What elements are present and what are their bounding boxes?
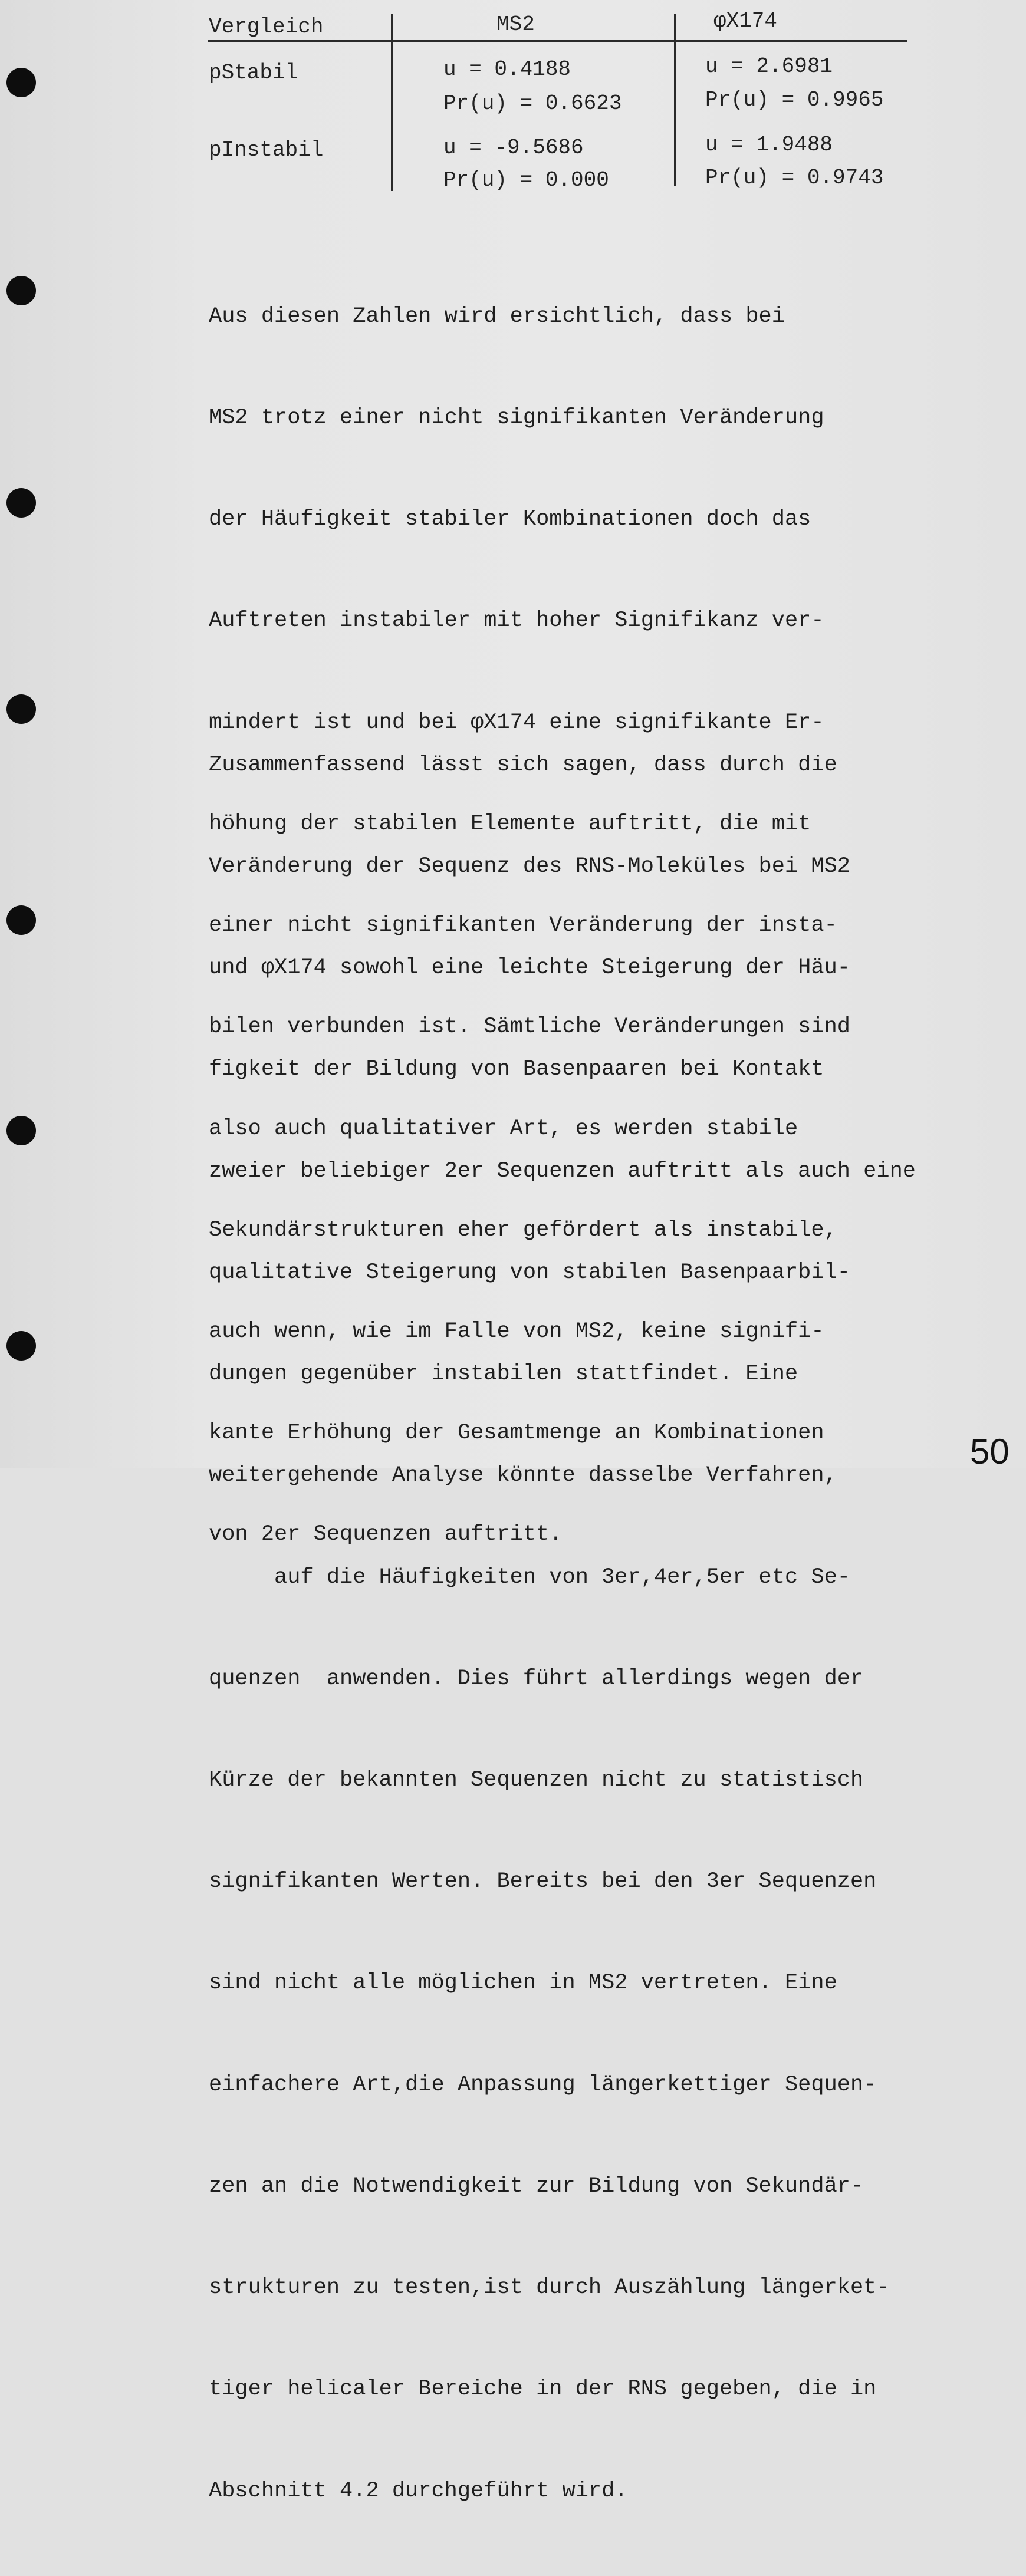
phix-pr-pstabil: Pr(u) = 0.9965 [705,88,884,112]
ms2-pr-pinstabil: Pr(u) = 0.000 [443,168,609,192]
header-phix174: φX174 [713,9,778,33]
comparison-table [0,0,1026,200]
text-line: Aus diesen Zahlen wird ersichtlich, dass bei [209,304,785,329]
ms2-u-pinstabil: u = -9.5686 [443,136,584,160]
ms2-pr-pstabil: Pr(u) = 0.6623 [443,91,622,116]
text-line: signifikanten Werten. Bereits bei den 3er Sequenzen [209,1869,877,1895]
text-line: Auftreten instabiler mit hoher Signifikanz ver- [209,608,824,634]
text-line: also auch qualitativer Art, es werden stabile [209,1116,798,1141]
phix-u-pinstabil: u = 1.9488 [705,133,833,157]
text-line: Abschnitt 4.2 durchgeführt wird. [209,2478,628,2503]
header-vergleich: Vergleich [209,15,324,39]
ms2-u-pstabil: u = 0.4188 [443,57,571,81]
punch-hole [6,905,36,935]
text-line: zen an die Notwendigkeit zur Bildung von Sekundär- [209,2173,864,2199]
table-column-rule [391,14,393,191]
punch-hole [6,1331,36,1361]
text-line: MS2 trotz einer nicht signifikanten Veränderung [209,406,824,431]
punch-hole [6,488,36,518]
text-line: tiger helicaler Bereiche in der RNS gegeben, die in [209,2377,877,2402]
text-line: strukturen zu testen,ist durch Auszählung längerket- [209,2275,890,2301]
text-line: der Häufigkeit stabiler Kombinationen doch das [209,507,811,532]
text-line: weitergehende Analyse könnte dasselbe Verfahren, [209,1463,837,1488]
punch-hole [6,694,36,724]
paragraph-2 [209,681,952,2576]
text-line: und φX174 sowohl eine leichte Steigerung der Häu- [209,956,850,981]
table-column-rule [674,14,676,186]
text-line: einfachere Art,die Anpassung längerkettiger Sequen- [209,2072,877,2097]
punch-hole [6,276,36,305]
text-line: Zusammenfassend lässt sich sagen, dass durch die [209,752,837,778]
row-label-pstabil: pStabil [209,61,298,85]
text-line: Kürze der bekannten Sequenzen nicht zu statistisch [209,1768,864,1793]
text-line: Veränderung der Sequenz des RNS-Moleküles bei MS2 [209,854,850,879]
text-line: auch wenn, wie im Falle von MS2, keine signifi- [209,1319,824,1344]
punch-hole [6,1116,36,1145]
text-line: kante Erhöhung der Gesamtmenge an Kombinationen [209,1421,824,1446]
text-line: einer nicht signifikanten Veränderung der insta- [209,913,837,938]
text-line: dungen gegenüber instabilen stattfindet. Eine [209,1362,798,1387]
text-line: bilen verbunden ist. Sämtliche Veränderungen sind [209,1014,850,1040]
text-line: höhung der stabilen Elemente auftritt, die mit [209,811,811,836]
row-label-pinstabil: pInstabil [209,138,324,162]
phix-pr-pinstabil: Pr(u) = 0.9743 [705,166,884,190]
text-line: zweier beliebiger 2er Sequenzen auftritt als auch eine [209,1158,916,1184]
text-line: qualitative Steigerung von stabilen Basenpaarbil- [209,1260,850,1285]
text-line: auf die Häufigkeiten von 3er,4er,5er etc Se- [209,1564,850,1590]
text-line: von 2er Sequenzen auftritt. [209,1522,563,1547]
text-line: quenzen anwenden. Dies führt allerdings wegen der [209,1666,864,1691]
table-header-rule [208,40,907,42]
text-line: sind nicht alle möglichen in MS2 vertreten. Eine [209,1971,837,1996]
header-ms2: MS2 [496,12,535,37]
text-line: figkeit der Bildung von Basenpaaren bei Kontakt [209,1057,824,1082]
page-number: 50 [970,1432,1009,1471]
text-line: Sekundärstrukturen eher gefördert als instabile, [209,1217,837,1243]
text-line: mindert ist und bei φX174 eine signifikante Er- [209,710,824,735]
phix-u-pstabil: u = 2.6981 [705,54,833,78]
